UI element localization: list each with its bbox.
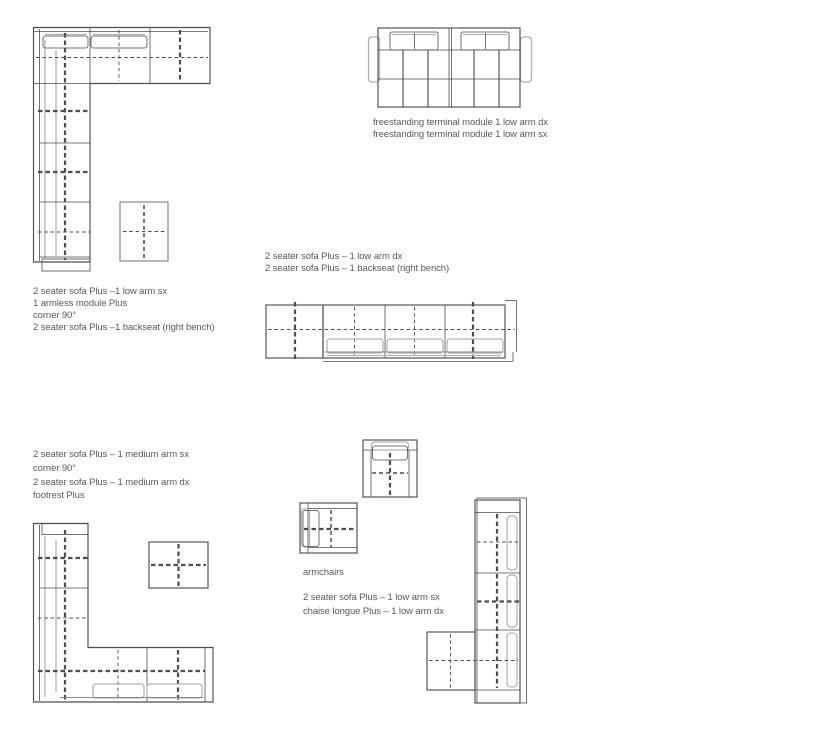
terminal-modules-plan-drawing [369,28,532,107]
corner-sofa-a-plan-drawing [34,28,211,272]
label-two-seater-bench [265,251,449,275]
config-label-line: 2 seater sofa Plus – 1 low arm dx [265,251,403,262]
label-armchairs [303,566,344,580]
config-label-line: 2 seater sofa Plus – 1 medium arm sx [33,449,189,460]
config-label-line: 2 seater sofa Plus – 1 medium arm dx [33,476,190,488]
armchair-side-plan-drawing [300,503,357,553]
label-corner-sofa-b [33,448,189,503]
config-label-line: corner 90° [33,310,76,321]
config-label-line: 2 seater sofa Plus – 1 low arm sx [303,592,440,603]
corner-sofa-b-plan-drawing [34,524,214,703]
config-label-line: 2 seater sofa Plus –1 low arm sx [33,286,168,297]
config-label-line: 1 armless module Plus [33,298,127,309]
config-label-line: freestanding terminal module 1 low arm sx [373,129,548,140]
config-label-line: armchairs [303,567,344,578]
label-freestanding-terminal [373,117,548,141]
two-seater-bench-plan-drawing [266,301,517,362]
config-label-line: footrest Plus [33,490,85,502]
config-label-line: 2 seater sofa Plus – 1 backseat (right bench) [265,263,450,274]
label-chaise-longue [303,591,444,619]
config-label-line: 2 seater sofa Plus –1 backseat (right bench) [33,322,215,333]
config-label-line: freestanding terminal module 1 low arm dx [373,117,548,128]
armchair-front-plan-drawing [363,440,417,497]
label-corner-sofa-a [33,286,214,334]
config-label-line: corner 90° [33,462,76,474]
config-label-line: chaise longue Plus – 1 low arm dx [303,605,444,617]
